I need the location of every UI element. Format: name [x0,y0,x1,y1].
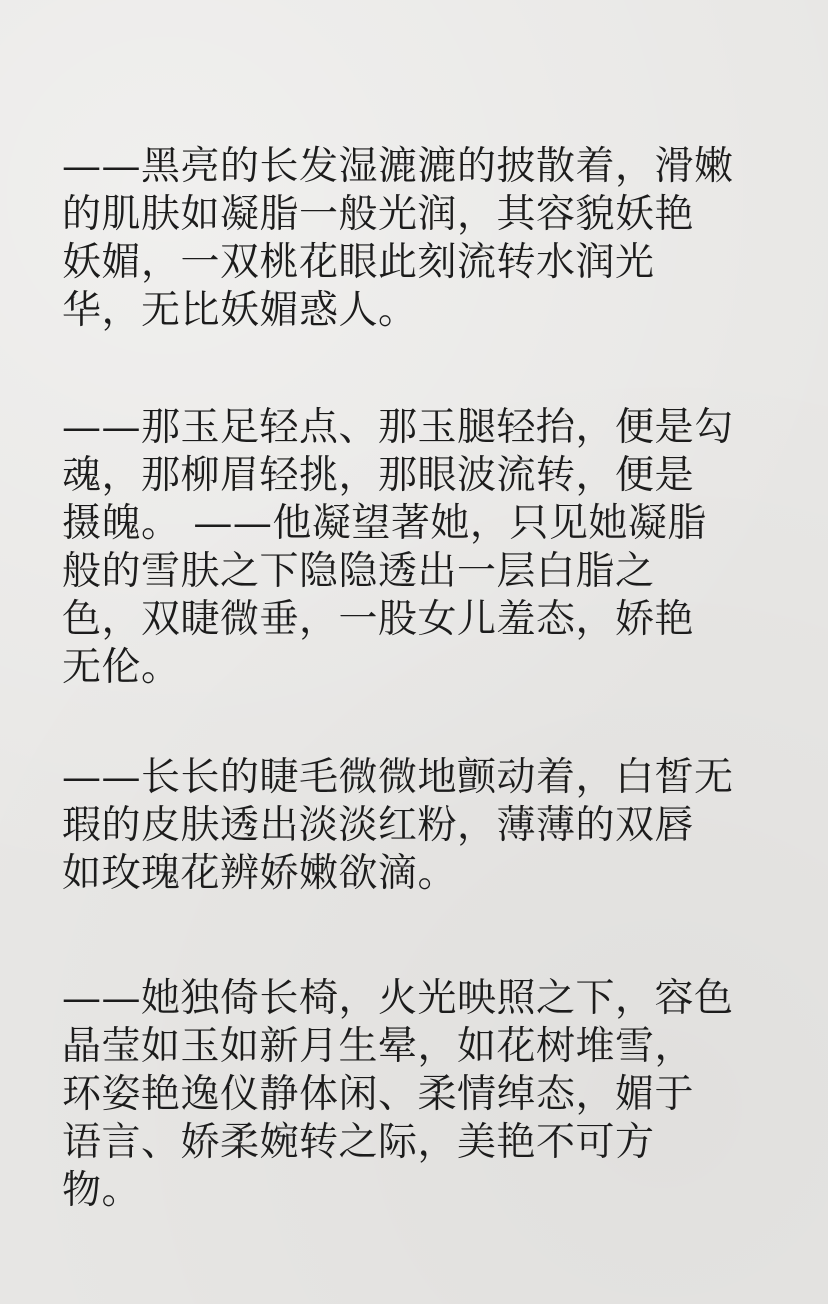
paragraph-4: ——她独倚长椅，火光映照之下，容色 晶莹如玉如新月生晕，如花树堆雪， 环姿艳逸仪静体闲、柔情绰态，媚于 语言、娇柔婉转之际，美艳不可方 物。 [62,976,734,1213]
paragraph-1: ——黑亮的长发湿漉漉的披散着，滑嫩 的肌肤如凝脂一般光润，其容貌妖艳 妖媚，一双桃花眼此刻流转水润光 华，无比妖媚惑人。 [62,144,734,333]
paragraph-3: ——长长的睫毛微微地颤动着，白皙无 瑕的皮肤透出淡淡红粉，薄薄的双唇 如玫瑰花辨娇嫩欲滴。 [62,755,734,896]
paragraph-2: ——那玉足轻点、那玉腿轻抬，便是勾 魂，那柳眉轻挑，那眼波流转，便是 摄魄。 ——他凝望著她，只见她凝脂 般的雪肤之下隐隐透出一层白脂之 色，双睫微垂，一股女儿羞态，娇艳 无伦。 [62,405,734,690]
